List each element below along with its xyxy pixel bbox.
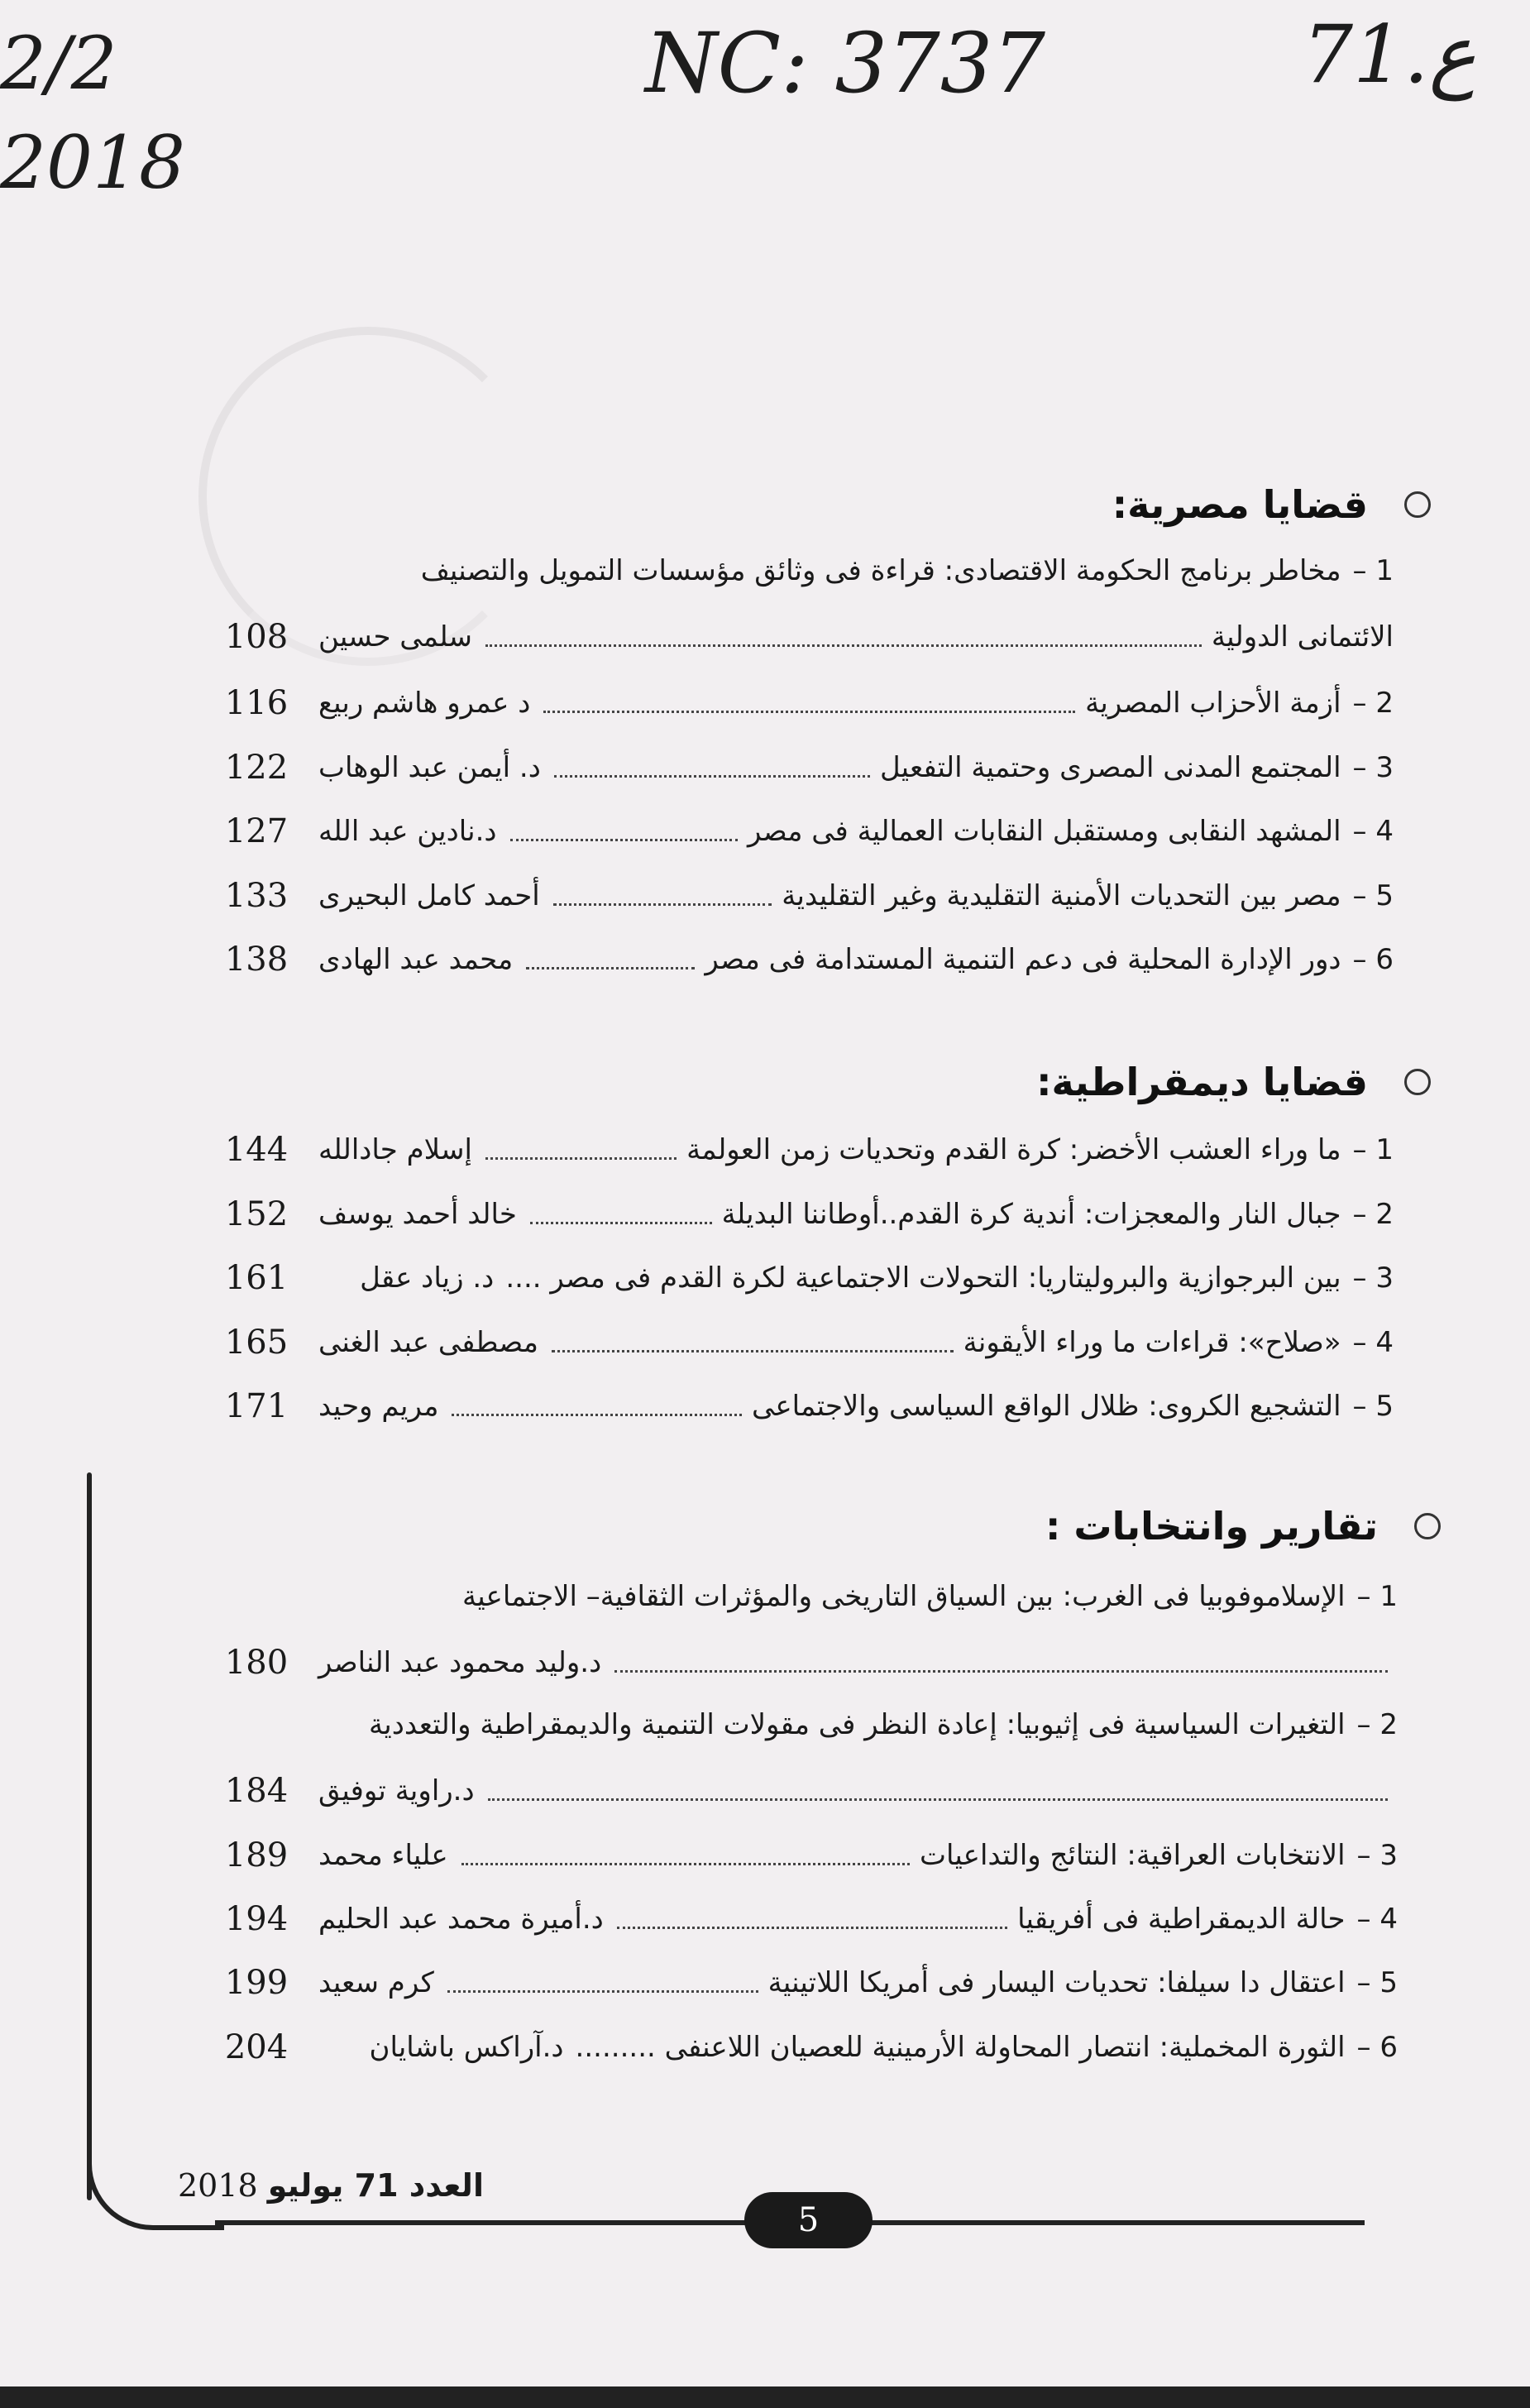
entry-title: جبال النار والمعجزات: أندية كرة القدم..أوطاننا البديلة [721,1198,1341,1231]
entry-number: 4 – [1356,1903,1398,1936]
entry-title: ما وراء العشب الأخضر: كرة القدم وتحديات زمن العولمة [686,1133,1341,1166]
entry-author: د.وليد محمود عبد الناصر [318,1646,602,1679]
entry-page: 171 [224,1387,289,1425]
issue-year: 2018 [178,2167,258,2204]
toc-entry[interactable] [318,1185,1394,1243]
issue-label [178,2167,484,2204]
entry-title: الائتمانى الدولية [1211,620,1394,653]
toc-entry[interactable] [318,739,1394,797]
entry-author: د.أميرة محمد عبد الحليم [318,1903,604,1936]
entry-title: مصر بين التحديات الأمنية التقليدية وغير التقليدية [782,879,1341,912]
entry-title: مخاطر برنامج الحكومة الاقتصادى: قراءة فى وثائق مؤسسات التمويل والتصنيف [420,554,1341,587]
entry-author: د. أيمن عبد الوهاب [318,751,541,784]
entry-number: 5 – [1352,879,1394,912]
entry-number: 4 – [1352,815,1394,848]
entry-title: الانتخابات العراقية: النتائج والتداعيات [920,1839,1346,1872]
entry-number: 3 – [1352,1261,1394,1295]
dot-leader [461,1863,910,1865]
toc-entry[interactable] [318,608,1394,666]
toc-entry[interactable] [318,1890,1398,1948]
toc-entry[interactable] [318,1634,1398,1692]
entry-number: 2 – [1352,687,1394,720]
entry-title: التغيرات السياسية فى إثيوبيا: إعادة النظر فى مقولات التنمية والديمقراطية والتعددية [369,1708,1346,1741]
entry-page: 122 [224,749,289,787]
entry-page: 108 [224,618,289,656]
toc-entry[interactable] [318,867,1394,925]
entry-page: 194 [224,1900,289,1938]
entry-author: مصطفى عبد الغنى [318,1326,538,1359]
dot-leader [530,1222,712,1224]
toc-entry[interactable] [318,1762,1398,1820]
entry-number: 1 – [1356,1580,1398,1613]
dot-leader [614,1670,1388,1673]
entry-number: 3 – [1356,1839,1398,1872]
entry-title: بين البرجوازية والبروليتاريا: التحولات الاجتماعية لكرة القدم فى مصر .... [505,1261,1341,1295]
entry-title: الإسلاموفوبيا فى الغرب: بين السياق التاريخى والمؤثرات الثقافية– الاجتماعية [462,1580,1346,1613]
entry-number: 1 – [1352,554,1394,587]
entry-title: الثورة المخملية: انتصار المحاولة الأرمينية للعصيان اللاعنفى ......... [575,2031,1346,2064]
issue-text: العدد 71 يوليو [267,2167,484,2204]
entry-number: 1 – [1352,1133,1394,1166]
dot-leader [485,644,1202,647]
section-header-democratic-issues [1036,1049,1431,1115]
entry-number: 6 – [1356,2031,1398,2064]
entry-title: اعتقال دا سيلفا: تحديات اليسار فى أمريكا اللاتينية [767,1966,1346,1999]
entry-author: د عمرو هاشم ربيع [318,687,531,720]
toc-entry[interactable] [318,802,1394,860]
entry-page: 204 [224,2028,289,2066]
entry-page: 133 [224,877,289,915]
entry-number: 5 – [1352,1390,1394,1423]
circle-bullet-icon [1414,1513,1441,1539]
dot-leader [485,1157,677,1160]
toc-entry-line [318,1696,1398,1754]
entry-page: 127 [224,812,289,850]
handwritten-note-top-left: 2/2 [0,21,117,106]
entry-author: أحمد كامل البحيرى [318,879,540,912]
entry-number: 5 – [1356,1966,1398,1999]
dot-leader [510,839,738,841]
entry-title: دور الإدارة المحلية فى دعم التنمية المستدامة فى مصر [705,943,1341,976]
entry-page: 116 [224,684,289,722]
toc-entry[interactable] [318,1954,1398,2012]
toc-entry[interactable] [318,1314,1394,1372]
circle-bullet-icon [1404,1069,1431,1095]
entry-author: د.نادين عبد الله [318,815,497,848]
toc-entry-line [318,1568,1398,1625]
entry-author: د. زياد عقل [360,1261,495,1295]
section-title: قضايا ديمقراطية: [1036,1060,1368,1104]
toc-entry[interactable] [318,674,1394,732]
toc-entry[interactable] [318,1826,1398,1884]
toc-entry[interactable] [318,931,1394,989]
entry-title: التشجيع الكروى: ظلال الواقع السياسى والاجتماعى [752,1390,1341,1423]
entry-title: «صلاح»: قراءات ما وراء الأيقونة [963,1326,1341,1359]
section-title: قضايا مصرية: [1112,482,1368,527]
entry-page: 144 [224,1131,289,1169]
entry-number: 6 – [1352,943,1394,976]
handwritten-issue-code: 71.ع [1303,8,1476,101]
entry-author: مريم وحيد [318,1390,439,1423]
entry-page: 184 [224,1772,289,1810]
entry-author: د.راوية توفيق [318,1774,475,1807]
handwritten-catalog-number: NC: 3737 [645,15,1045,112]
entry-author: كرم سعيد [318,1966,434,1999]
toc-entry[interactable] [318,2018,1398,2076]
toc-entry[interactable] [318,1121,1394,1179]
entry-number: 2 – [1356,1708,1398,1741]
toc-entry[interactable] [318,1377,1394,1435]
dot-leader [552,1350,954,1352]
toc-entry[interactable] [318,1249,1394,1307]
entry-author: د.آراكس باشايان [369,2031,564,2064]
handwritten-year-top-left: 2018 [0,120,185,205]
section-title: تقارير وانتخابات : [1045,1504,1378,1549]
dot-leader [554,775,870,778]
dot-leader [543,711,1075,713]
entry-page: 152 [224,1195,289,1233]
dot-leader [452,1414,742,1416]
scan-bottom-edge [0,2386,1530,2408]
entry-title: أزمة الأحزاب المصرية [1085,687,1341,720]
dot-leader [447,1990,758,1993]
entry-title: المشهد النقابى ومستقبل النقابات العمالية فى مصر [747,815,1341,848]
entry-title: حالة الديمقراطية فى أفريقيا [1017,1903,1346,1936]
page-frame-line [87,1472,92,2200]
entry-page: 189 [224,1836,289,1874]
entry-page: 161 [224,1259,289,1297]
dot-leader [553,903,772,906]
entry-number: 2 – [1352,1198,1394,1231]
section-header-egyptian-issues [1112,472,1431,538]
toc-entry-line [318,542,1394,600]
dot-leader [617,1927,1007,1929]
entry-author: علياء محمد [318,1839,448,1872]
entry-page: 165 [224,1324,289,1362]
entry-page: 138 [224,941,289,979]
entry-title: المجتمع المدنى المصرى وحتمية التفعيل [879,751,1341,784]
entry-page: 180 [224,1644,289,1682]
entry-number: 3 – [1352,751,1394,784]
page-number-badge: 5 [744,2192,873,2248]
entry-author: خالد أحمد يوسف [318,1198,517,1231]
entry-author: سلمى حسين [318,620,473,653]
circle-bullet-icon [1404,491,1431,518]
entry-author: إسلام جادالله [318,1133,472,1166]
entry-author: محمد عبد الهادى [318,943,514,976]
entry-number: 4 – [1352,1326,1394,1359]
section-header-reports-elections [1045,1493,1441,1559]
dot-leader [488,1798,1388,1801]
dot-leader [526,967,695,969]
entry-page: 199 [224,1964,289,2002]
